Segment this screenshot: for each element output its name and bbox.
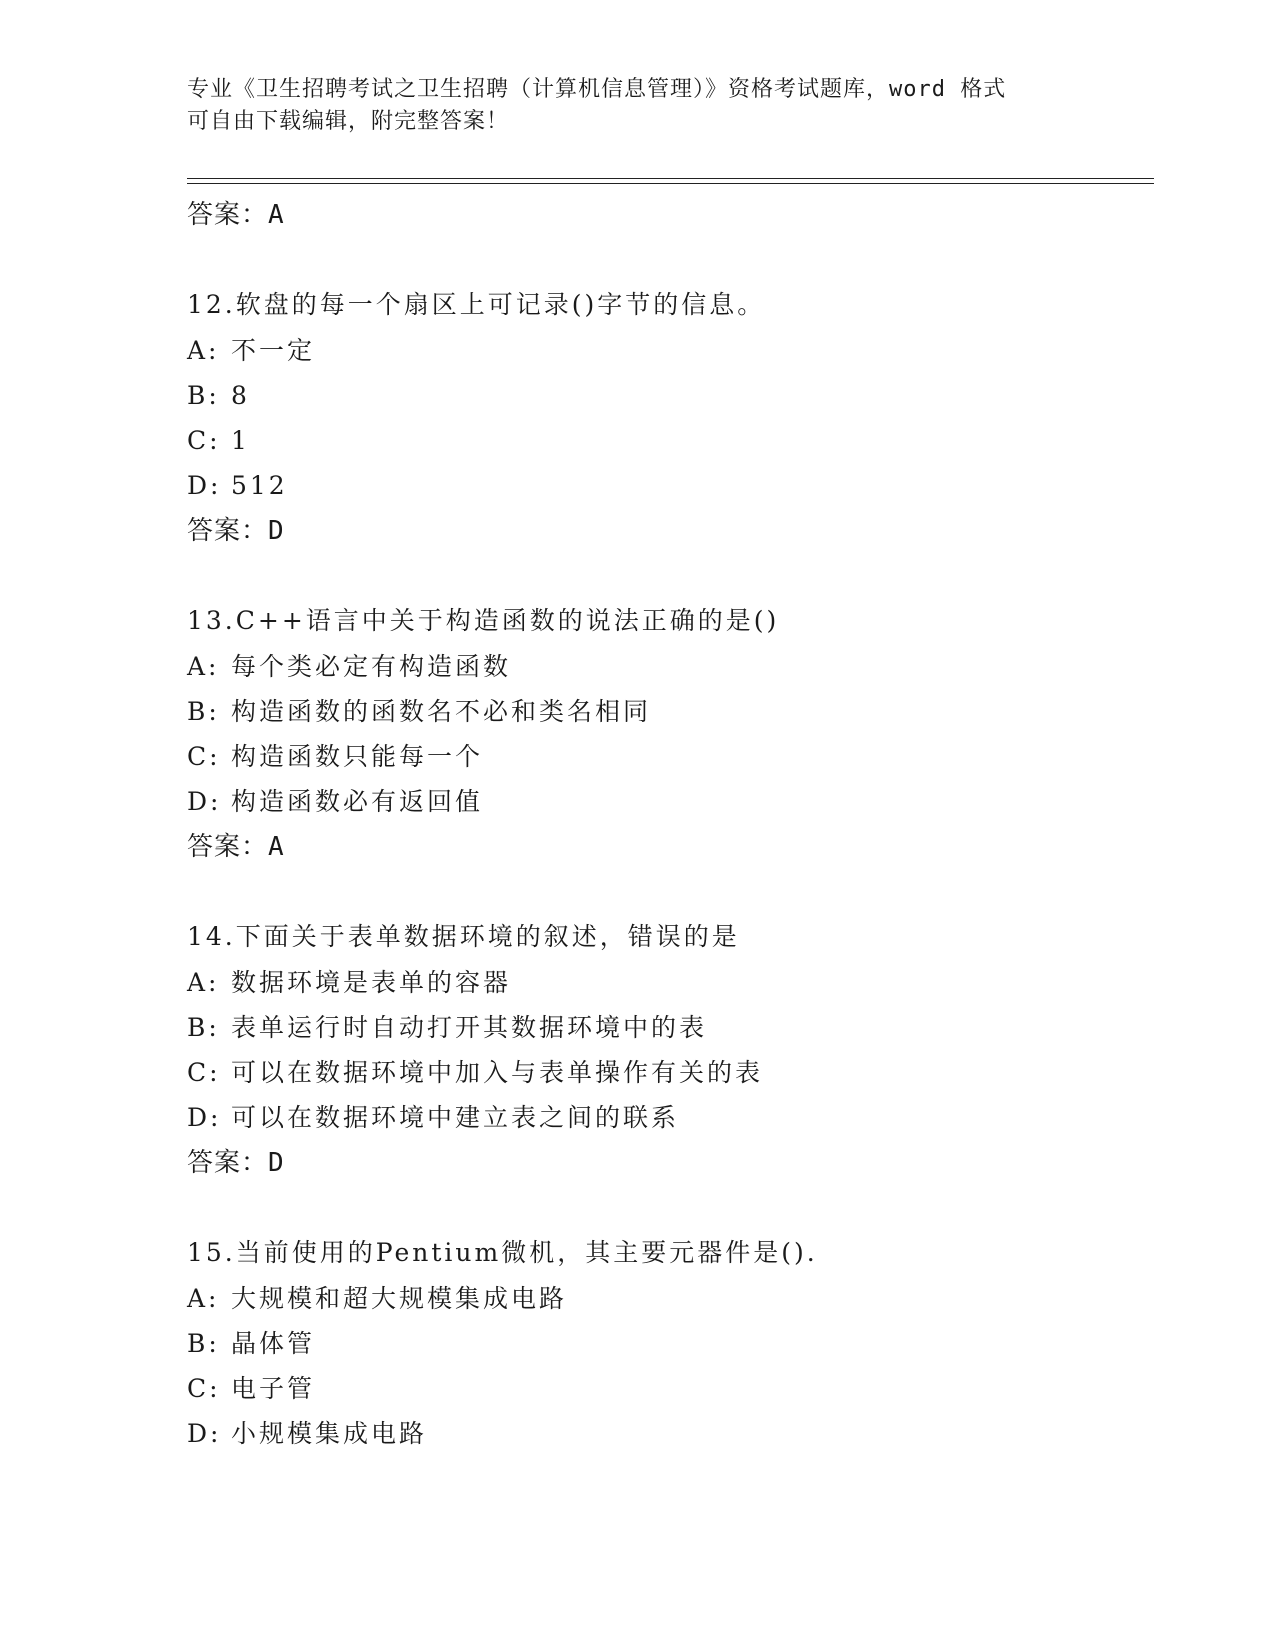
- option-text: 电子管: [231, 1374, 316, 1403]
- option-letter: D:: [187, 471, 222, 500]
- option-text: 可以在数据环境中建立表之间的联系: [231, 1103, 680, 1132]
- option-b: [187, 1321, 1147, 1366]
- option-text: 构造函数只能每一个: [231, 742, 484, 771]
- header-line-1: 专业《卫生招聘考试之卫生招聘（计算机信息管理）》资格考试题库，word 格式: [187, 77, 1007, 102]
- question-stem: C++语言中关于构造函数的说法正确的是(): [235, 606, 780, 635]
- option-letter: B:: [187, 381, 220, 410]
- option-text: 晶体管: [231, 1329, 316, 1358]
- question-text: [187, 598, 1147, 644]
- answer-label: 答案：: [187, 1148, 269, 1178]
- header-divider-top: [187, 178, 1154, 179]
- header-divider-bottom: [187, 183, 1154, 184]
- question-text: [187, 1230, 1147, 1276]
- option-letter: A:: [187, 336, 220, 365]
- option-letter: B:: [187, 1013, 220, 1042]
- option-a: [187, 1276, 1147, 1321]
- option-text: 构造函数必有返回值: [231, 787, 484, 816]
- question-block: [187, 914, 1147, 1186]
- option-d: [187, 463, 1147, 508]
- option-letter: D:: [187, 1103, 222, 1132]
- option-a: [187, 960, 1147, 1005]
- answer-value: D: [268, 516, 285, 546]
- option-letter: A:: [187, 1284, 220, 1313]
- header-line-2: 可自由下载编辑，附完整答案！: [187, 109, 510, 134]
- option-c: [187, 1050, 1147, 1095]
- option-text: 构造函数的函数名不必和类名相同: [231, 697, 652, 726]
- option-letter: C:: [187, 1058, 221, 1087]
- option-letter: D:: [187, 1419, 222, 1448]
- answer-line: [187, 1140, 1147, 1186]
- option-text: 小规模集成电路: [231, 1419, 428, 1448]
- option-letter: A:: [187, 968, 220, 997]
- question-stem: 当前使用的Pentium微机，其主要元器件是().: [235, 1238, 818, 1267]
- option-text: 数据环境是表单的容器: [231, 968, 512, 997]
- option-d: [187, 1095, 1147, 1140]
- answer-value: A: [268, 200, 285, 230]
- answer-label: 答案：: [187, 516, 269, 546]
- question-number: 13.: [187, 606, 236, 635]
- option-letter: D:: [187, 787, 222, 816]
- option-letter: C:: [187, 1374, 221, 1403]
- option-c: [187, 1366, 1147, 1411]
- option-text: 8: [231, 381, 250, 410]
- option-letter: B:: [187, 1329, 220, 1358]
- option-letter: C:: [187, 742, 221, 771]
- question-stem: 下面关于表单数据环境的叙述，错误的是: [235, 922, 740, 951]
- answer-line: [187, 192, 1147, 238]
- answer-label: 答案：: [187, 832, 269, 862]
- document-header: [187, 74, 1087, 138]
- question-block: [187, 598, 1147, 870]
- option-text: 大规模和超大规模集成电路: [231, 1284, 568, 1313]
- option-letter: A:: [187, 652, 220, 681]
- option-d: [187, 1411, 1147, 1456]
- answer-value: A: [268, 832, 285, 862]
- question-text: [187, 282, 1147, 328]
- question-text: [187, 914, 1147, 960]
- answer-line: [187, 824, 1147, 870]
- question-number: 15.: [187, 1238, 236, 1267]
- option-c: [187, 734, 1147, 779]
- question-stem: 软盘的每一个扇区上可记录()字节的信息。: [235, 290, 766, 319]
- question-block: [187, 1230, 1147, 1456]
- option-b: [187, 689, 1147, 734]
- answer-label: 答案：: [187, 200, 269, 230]
- question-number: 12.: [187, 290, 236, 319]
- option-b: [187, 1005, 1147, 1050]
- option-a: [187, 328, 1147, 373]
- option-text: 表单运行时自动打开其数据环境中的表: [231, 1013, 708, 1042]
- option-b: [187, 373, 1147, 418]
- option-text: 每个类必定有构造函数: [231, 652, 512, 681]
- option-a: [187, 644, 1147, 689]
- option-c: [187, 418, 1147, 463]
- answer-line: [187, 508, 1147, 554]
- option-text: 1: [231, 426, 250, 455]
- option-text: 不一定: [231, 336, 316, 365]
- question-list: [187, 192, 1147, 1456]
- option-letter: B:: [187, 697, 220, 726]
- question-block: [187, 282, 1147, 554]
- option-letter: C:: [187, 426, 221, 455]
- option-text: 512: [231, 471, 288, 500]
- option-d: [187, 779, 1147, 824]
- option-text: 可以在数据环境中加入与表单操作有关的表: [231, 1058, 764, 1087]
- question-number: 14.: [187, 922, 236, 951]
- answer-value: D: [268, 1148, 285, 1178]
